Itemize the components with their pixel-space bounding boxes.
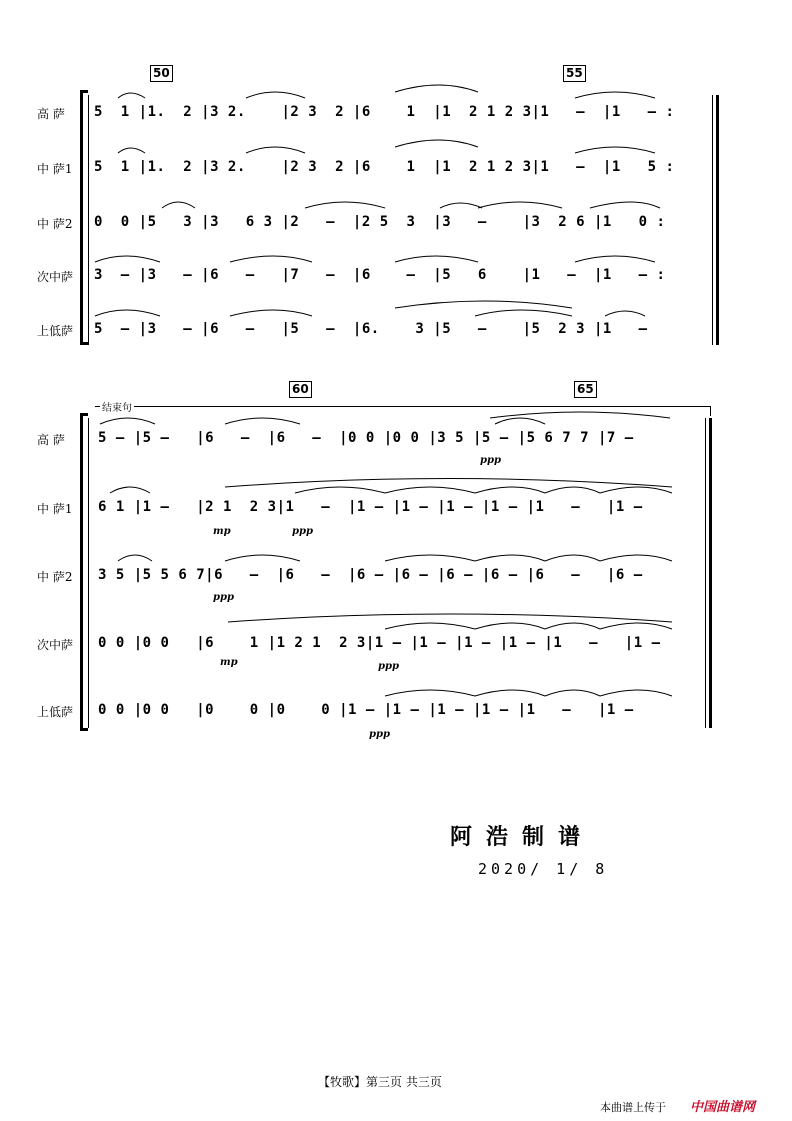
system-1-staff-bass: 5 – |3 – |6 – |5 – |6. 3 |5 – |5 2 3 |1 – xyxy=(94,321,648,337)
instrument-label-bass-2: 上低萨 xyxy=(37,705,74,719)
instrument-label-bass: 上低萨 xyxy=(37,324,74,338)
slur xyxy=(95,256,160,262)
slur xyxy=(475,487,545,493)
slur xyxy=(246,147,305,153)
slur xyxy=(230,256,312,262)
slur xyxy=(395,140,478,147)
slur xyxy=(385,487,475,493)
slur xyxy=(118,148,145,153)
slur xyxy=(545,690,600,696)
dynamic-marking: ppp xyxy=(378,661,399,672)
rehearsal-mark-65: 65 xyxy=(574,381,597,398)
slur xyxy=(385,690,475,696)
phrase-label: 结束句 xyxy=(100,399,134,414)
dynamic-marking: mp xyxy=(213,526,231,537)
slur xyxy=(478,202,562,208)
slur xyxy=(228,614,672,622)
slur xyxy=(475,690,545,696)
instrument-label-baritone-2: 次中萨 xyxy=(37,638,74,652)
transcription-date: 2020/ 1/ 8 xyxy=(478,860,609,878)
slur xyxy=(118,93,145,98)
slur xyxy=(100,418,155,424)
slur xyxy=(575,92,655,98)
slur xyxy=(395,301,572,308)
slur xyxy=(162,202,195,208)
slur xyxy=(385,555,475,561)
slur xyxy=(225,479,672,488)
slur xyxy=(575,256,655,262)
slur xyxy=(395,85,478,92)
slur xyxy=(475,310,572,316)
site-upload-label: 本曲谱上传于 xyxy=(600,1101,666,1114)
instrument-label-tenor1: 中 萨1 xyxy=(37,162,73,176)
system-2-staff-tenor2: 3 5 |5 5 6 7|6 – |6 – |6 – |6 – |6 – |6 – |6 – |6 – xyxy=(98,567,643,583)
slur xyxy=(605,311,645,316)
slur xyxy=(490,412,670,418)
slur xyxy=(475,555,545,561)
system-1-staff-tenor2: 0 0 |5 3 |3 6 3 |2 – |2 5 3 |3 – |3 2 6 |1 0 : xyxy=(94,214,666,230)
dynamic-marking: ppp xyxy=(369,729,390,740)
instrument-label-tenor2: 中 萨2 xyxy=(37,217,73,231)
slur xyxy=(440,203,482,208)
slur xyxy=(545,555,600,561)
system-1-staff-tenor1: 5 1 |1. 2 |3 2. |2 3 2 |6 1 |1 2 1 2 3|1 – |1 5 : xyxy=(94,159,675,175)
slur xyxy=(225,555,300,561)
instrument-label-alto: 高 萨 xyxy=(37,107,65,121)
slur xyxy=(305,202,385,208)
system-1-staff-alto: 5 1 |1. 2 |3 2. |2 3 2 |6 1 |1 2 1 2 3|1 – |1 – : xyxy=(94,104,675,120)
transcriber-name: 阿浩制谱 xyxy=(450,824,595,850)
slur xyxy=(246,92,305,98)
rehearsal-mark-50: 50 xyxy=(150,65,173,82)
slur xyxy=(600,690,672,696)
slur xyxy=(385,623,475,629)
site-logo[interactable]: 中国曲谱网 xyxy=(690,1100,756,1115)
rehearsal-mark-55: 55 xyxy=(563,65,586,82)
slur xyxy=(575,147,655,153)
system-2-staff-alto: 5 – |5 – |6 – |6 – |0 0 |0 0 |3 5 |5 – |5 6 7 7 |7 – xyxy=(98,430,634,446)
system-2-staff-bass: 0 0 |0 0 |0 0 |0 0 |1 – |1 – |1 – |1 – |1 – |1 – xyxy=(98,702,634,718)
slur xyxy=(110,487,150,493)
dynamic-marking: ppp xyxy=(213,592,234,603)
slur xyxy=(600,487,672,493)
slur xyxy=(475,623,545,629)
page-footer: 【牧歌】第三页 共三页 xyxy=(318,1075,442,1089)
slur xyxy=(590,202,660,208)
system-2-staff-baritone: 0 0 |0 0 |6 1 |1 2 1 2 3|1 – |1 – |1 – |1 – |1 – |1 – xyxy=(98,635,661,651)
instrument-label-alto-2: 高 萨 xyxy=(37,433,65,447)
slur xyxy=(118,555,152,561)
instrument-label-baritone: 次中萨 xyxy=(37,270,74,284)
dynamic-marking: ppp xyxy=(480,455,501,466)
slur xyxy=(545,487,600,493)
slur xyxy=(600,555,672,561)
slur xyxy=(395,256,478,262)
slur xyxy=(600,623,672,629)
slur xyxy=(230,310,312,316)
slur xyxy=(545,623,600,629)
system-2-staff-tenor1: 6 1 |1 – |2 1 2 3|1 – |1 – |1 – |1 – |1 – |1 – |1 – xyxy=(98,499,643,515)
slur xyxy=(495,418,545,424)
slur xyxy=(225,418,300,424)
instrument-label-tenor1-2: 中 萨1 xyxy=(37,502,73,516)
instrument-label-tenor2-2: 中 萨2 xyxy=(37,570,73,584)
slur xyxy=(95,310,160,316)
system-1-staff-baritone: 3 – |3 – |6 – |7 – |6 – |5 6 |1 – |1 – : xyxy=(94,267,666,283)
dynamic-marking: mp xyxy=(220,657,238,668)
slur xyxy=(295,487,385,493)
dynamic-marking: ppp xyxy=(292,526,313,537)
rehearsal-mark-60: 60 xyxy=(289,381,312,398)
